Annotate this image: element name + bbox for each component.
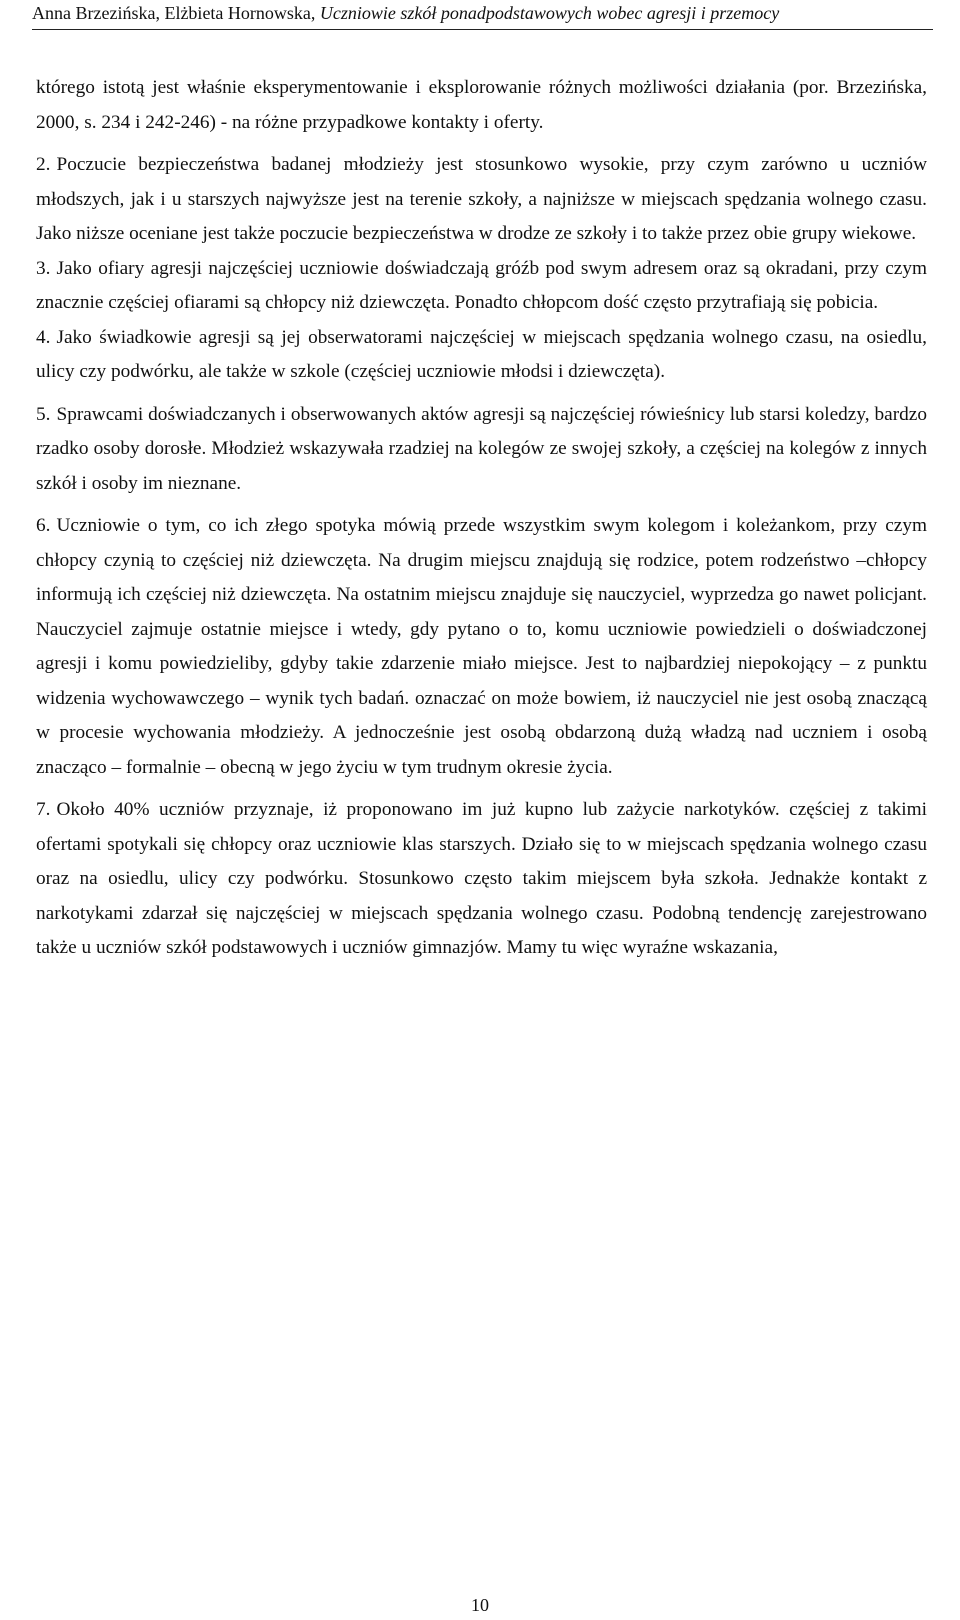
list-item-4 — [36, 321, 927, 390]
list-item-6 — [36, 509, 927, 785]
list-item-number: 3. — [36, 257, 51, 279]
running-header — [32, 2, 932, 24]
intro-paragraph: którego istotą jest właśnie eksperymentowanie i eksplorowanie różnych możliwości działania (por. Brzezińska, 2000, s. 234 i 242-246) - na różne przypadkowe kontakty i oferty. — [36, 77, 927, 133]
list-item-7 — [36, 793, 927, 966]
list-item-number: 7. — [36, 799, 51, 820]
list-item-number: 6. — [36, 515, 51, 536]
header-authors: Anna Brzezińska, Elżbieta Hornowska, — [32, 3, 316, 23]
list-item-text: Jako świadkowie agresji są jej obserwatorami najczęściej w miejscach spędzania wolnego czasu, na osiedlu, ulicy czy podwórku, ale także w szkole (częściej uczniowie młodsi i dziewczęta). — [36, 326, 927, 382]
list-item-2 — [36, 148, 927, 252]
list-item-5 — [36, 398, 927, 502]
list-item-number: 2. — [36, 154, 51, 175]
list-item-text: Uczniowie o tym, co ich złego spotyka mówią przede wszystkim swym kolegom i koleżankom, przy czym chłopcy czynią to częściej niż dziewczęta. Na drugim miejscu znajdują się rodzice, potem rodzeństwo –chłopcy informują ich częściej niż dziewczęta. Na ostatnim miejscu znajduje się nauczyciel, wyprzedza go nawet policjant. Nauczyciel zajmuje ostatnie miejsce i wtedy, gdy pytano o to, komu uczniowie powiedzieli o doświadczonej agresji i komu powiedzieliby, gdyby takie zdarzenie miało miejsce. Jest to najbardziej niepokojący – z punktu widzenia wychowawczego – wynik tych badań. oznaczać on może bowiem, iż nauczyciel nie jest osobą znaczącą w procesie wychowania młodzieży. A jednocześnie jest osobą obdarzoną dużą władzą nad uczniem i osobą znacząco – formalnie – obecną w jego życiu w tym trudnym okresie życia. — [36, 515, 927, 778]
body-text — [36, 71, 927, 966]
list-item-number: 5. — [36, 403, 51, 425]
list-item-text: Poczucie bezpieczeństwa badanej młodzieży jest stosunkowo wysokie, przy czym zarówno u uczniów młodszych, jak i u starszych najwyższe jest na terenie szkoły, a najniższe w miejscach spędzania wolnego czasu. Jako niższe oceniane jest także poczucie bezpieczeństwa w drodze ze szkoły i to także przez obie grupy wiekowe. — [36, 154, 927, 244]
header-rule — [32, 29, 933, 30]
list-item-text: Około 40% uczniów przyznaje, iż proponowano im już kupno lub zażycie narkotyków. częściej z takimi ofertami spotykali się chłopcy oraz uczniowie klas starszych. Działo się to w miejscach spędzania wolnego czasu oraz na osiedlu, ulicy czy podwórku. Stosunkowo często takim miejscem była szkoła. Jednakże kontakt z narkotykami zdarzał się najczęściej w miejscach spędzania wolnego czasu. Podobną tendencję zarejestrowano także u uczniów szkół podstawowych i uczniów gimnazjów. Mamy tu więc wyraźne wskazania, — [36, 799, 927, 958]
list-item-number: 4. — [36, 326, 51, 348]
header-title: Uczniowie szkół ponadpodstawowych wobec agresji i przemocy — [319, 3, 780, 23]
list-item-3 — [36, 252, 927, 321]
page-number: 10 — [471, 1595, 489, 1615]
list-item-text: Sprawcami doświadczanych i obserwowanych aktów agresji są najczęściej rówieśnicy lub starsi koledzy, bardzo rzadko osoby dorosłe. Młodzież wskazywała rzadziej na kolegów ze swojej szkoły, a częściej na kolegów z innych szkół i osoby im nieznane. — [36, 403, 927, 494]
list-item-text: Jako ofiary agresji najczęściej uczniowie doświadczają gróźb pod swym adresem oraz są okradani, przy czym znacznie częściej ofiarami są chłopcy niż dziewczęta. Ponadto chłopcom dość często przytrafiają się pobicia. — [36, 257, 927, 313]
